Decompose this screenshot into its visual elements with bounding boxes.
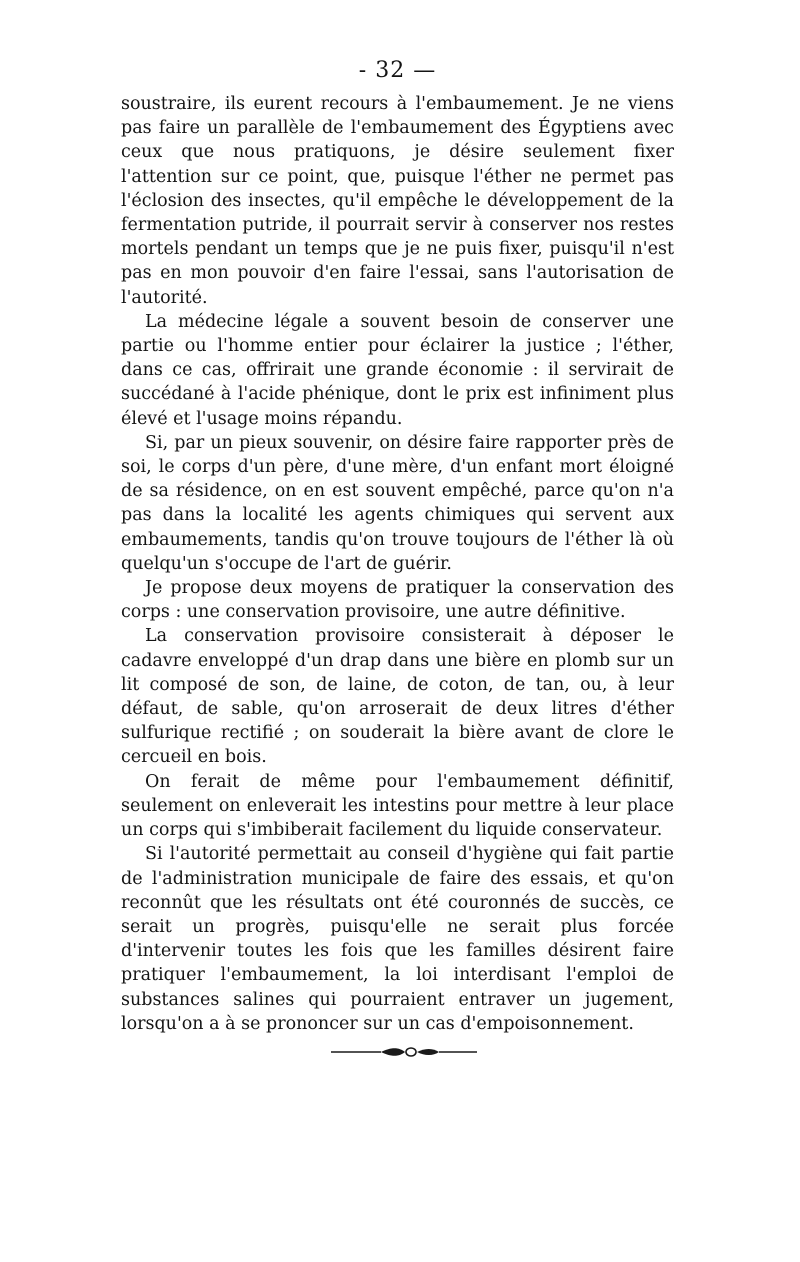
- paragraph: On ferait de même pour l'embaumement définitif, seulement on enleverait les intestins pour mettre à leur place un corps qui s'imbiberait facilement du liquide conservateur.: [121, 771, 674, 841]
- paragraph: Si l'autorité permettait au conseil d'hygiène qui fait partie de l'administration municipale de faire des essais, et qu'on reconnût que les résultats ont été couronnés de succès, ce serait un progrès, puisqu'elle ne serait plus forcée d'intervenir toutes les fois que les familles désirent faire pratiquer l'embaumement, la loi interdisant l'emploi de substances salines qui pourraient entraver un jugement, lorsqu'on a à se prononcer sur un cas d'empoisonnement.: [121, 844, 674, 1034]
- paragraph: La médecine légale a souvent besoin de conserver une partie ou l'homme entier pour éclairer la justice ; l'éther, dans ce cas, offrirait une grande économie : il servirait de succédané à l'acide phénique, dont le prix est infiniment plus élevé et l'usage moins répandu.: [121, 311, 674, 429]
- page-number: - 32 —: [358, 58, 437, 83]
- paragraph: La conservation provisoire consisterait à déposer le cadavre enveloppé d'un drap dans une bière en plomb sur un lit composé de son, de laine, de coton, de tan, ou, à leur défaut, de sable, qu'on arroserait de deux litres d'éther sulfurique rectifié ; on souderait la bière avant de clore le cercueil en bois.: [121, 626, 674, 768]
- paragraph: Si, par un pieux souvenir, on désire faire rapporter près de soi, le corps d'un père, d'une mère, d'un enfant mort éloigné de sa résidence, on en est souvent empêché, parce qu'on n'a pas dans la localité les agents chimiques qui servent aux embaumements, tandis qu'on trouve toujours de l'éther là où quelqu'un s'occupe de l'art de guérir.: [121, 432, 674, 574]
- book-page: [121, 56, 674, 1058]
- body-text: [121, 92, 674, 1036]
- paragraph: soustraire, ils eurent recours à l'embaumement. Je ne viens pas faire un parallèle de l'embaumement des Égyptiens avec ceux que nous pratiquons, je désire seulement fixer l'attention sur ce point, que, puisque l'éther ne permet pas l'éclosion des insectes, qu'il empêche le développement de la fermentation putride, il pourrait servir à conserver nos restes mortels pendant un temps que je ne puis fixer, puisqu'il n'est pas en mon pouvoir d'en faire l'essai, sans l'autorisation de l'autorité.: [121, 94, 674, 308]
- paragraph: Je propose deux moyens de pratiquer la conservation des corps : une conservation provisoire, une autre définitive.: [121, 578, 674, 623]
- fleuron-ornament: [329, 1046, 479, 1058]
